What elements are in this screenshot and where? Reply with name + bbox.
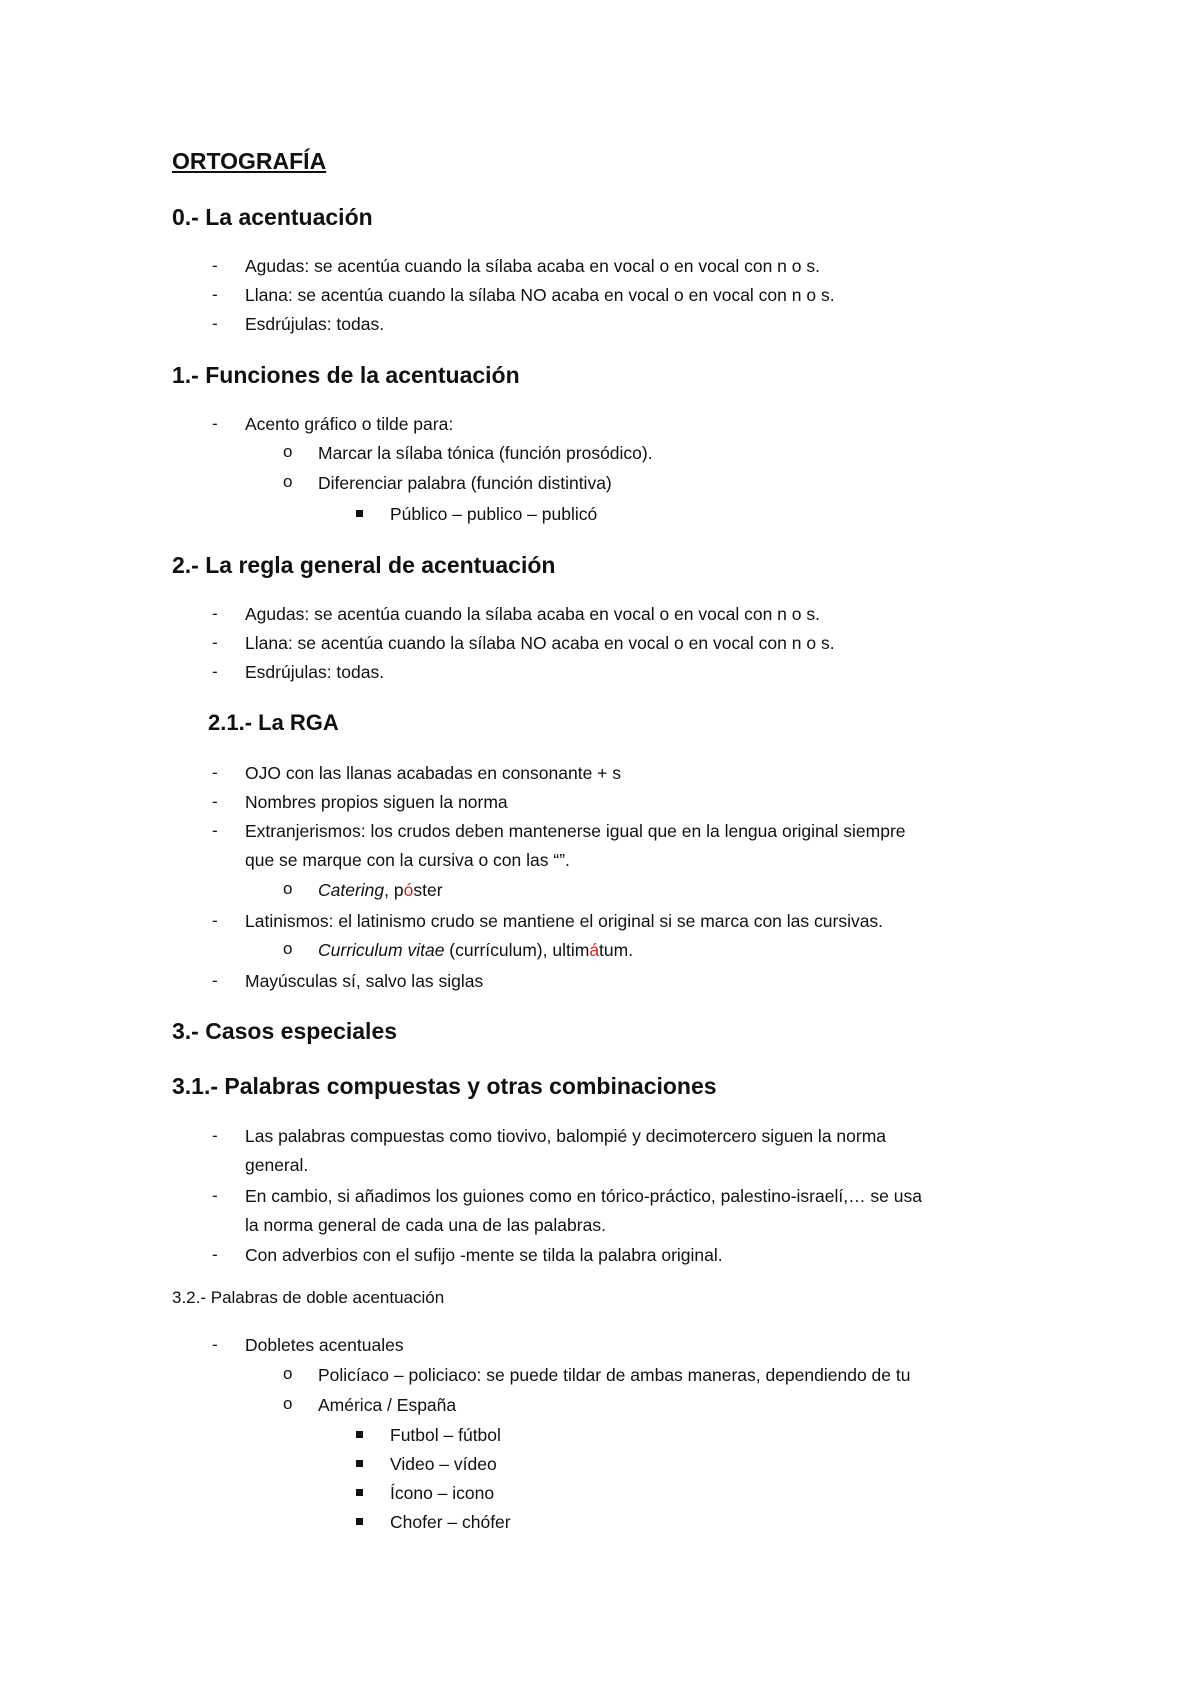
red-accent: ó [403,880,414,900]
section-3-2-heading: 3.2.- Palabras de doble acentuación [172,1288,445,1307]
sub-sub-list-item: Ícono – icono [390,1483,495,1503]
square-bullet [356,1460,363,1467]
list-item-continuation: general. [245,1155,309,1175]
dash-bullet: - [212,792,218,811]
circle-bullet: o [283,939,293,958]
list-item-continuation: la norma general de cada una de las palabras. [245,1215,606,1235]
square-bullet [356,1431,363,1438]
list-item: OJO con las llanas acabadas en consonante + s [245,763,622,783]
italic-term: Curriculum vitae [318,940,445,960]
section-0-heading: 0.- La acentuación [172,204,373,230]
list-item: Acento gráfico o tilde para: [245,414,454,434]
italic-term: Catering [318,880,385,900]
section-2-heading: 2.- La regla general de acentuación [172,552,556,578]
section-3-heading: 3.- Casos especiales [172,1018,398,1044]
dash-bullet: - [212,604,218,623]
example-line-2: Curriculum vitae (currículum), ultimátum. [318,940,634,960]
list-item: Nombres propios siguen la norma [245,792,508,812]
dash-bullet: - [212,1186,218,1205]
circle-bullet: o [283,472,293,491]
circle-bullet: o [283,1394,293,1413]
square-bullet [356,1489,363,1496]
list-item: Agudas: se acentúa cuando la sílaba acaba en vocal o en vocal con n o s. [245,604,820,624]
list-item: En cambio, si añadimos los guiones como en tórico-práctico, palestino-israelí,… se usa [245,1186,922,1206]
circle-bullet: o [283,1364,293,1383]
sub-sub-list-item: Chofer – chófer [390,1512,511,1532]
red-accent: á [589,940,600,960]
section-1-heading: 1.- Funciones de la acentuación [172,362,520,388]
list-item: Llana: se acentúa cuando la sílaba NO acaba en vocal o en vocal con n o s. [245,633,835,653]
sub-sub-list-item: Futbol – fútbol [390,1425,501,1445]
sub-sub-list-item: Video – vídeo [390,1454,497,1474]
sub-list-item: Policíaco – policiaco: se puede tildar de ambas maneras, dependiendo de tu [318,1365,911,1385]
list-item: Esdrújulas: todas. [245,314,385,334]
sub-list-item: Diferenciar palabra (función distintiva) [318,473,612,493]
dash-bullet: - [212,662,218,681]
dash-bullet: - [212,633,218,652]
dash-bullet: - [212,1126,218,1145]
list-item: Con adverbios con el sufijo -mente se tilda la palabra original. [245,1245,723,1265]
list-item: Extranjerismos: los crudos deben mantenerse igual que en la lengua original siempre [245,821,906,841]
circle-bullet: o [283,442,293,461]
section-3-1-heading: 3.1.- Palabras compuestas y otras combinaciones [172,1073,717,1099]
list-item: Las palabras compuestas como tiovivo, balompié y decimotercero siguen la norma [245,1126,887,1146]
dash-bullet: - [212,414,218,433]
dash-bullet: - [212,256,218,275]
dash-bullet: - [212,1335,218,1354]
list-item: Mayúsculas sí, salvo las siglas [245,971,484,991]
list-item: Esdrújulas: todas. [245,662,385,682]
sub-list-item: América / España [318,1395,457,1415]
document-title: ORTOGRAFÍA [172,148,327,174]
dash-bullet: - [212,763,218,782]
dash-bullet: - [212,821,218,840]
dash-bullet: - [212,314,218,333]
square-bullet [356,510,363,517]
list-item: Llana: se acentúa cuando la sílaba NO acaba en vocal o en vocal con n o s. [245,285,835,305]
list-item: Agudas: se acentúa cuando la sílaba acaba en vocal o en vocal con n o s. [245,256,820,276]
section-2-1-heading: 2.1.- La RGA [208,710,339,735]
list-item-continuation: que se marque con la cursiva o con las “”. [245,850,570,870]
sub-sub-list-item: Público – publico – publicó [390,504,598,524]
square-bullet [356,1518,363,1525]
sub-list-item: Marcar la sílaba tónica (función prosódico). [318,443,653,463]
list-item: Dobletes acentuales [245,1335,404,1355]
list-item: Latinismos: el latinismo crudo se mantiene el original si se marca con las cursivas. [245,911,884,931]
dash-bullet: - [212,911,218,930]
dash-bullet: - [212,285,218,304]
circle-bullet: o [283,879,293,898]
example-line-1: Catering, póster [318,880,443,900]
dash-bullet: - [212,1245,218,1264]
dash-bullet: - [212,971,218,990]
